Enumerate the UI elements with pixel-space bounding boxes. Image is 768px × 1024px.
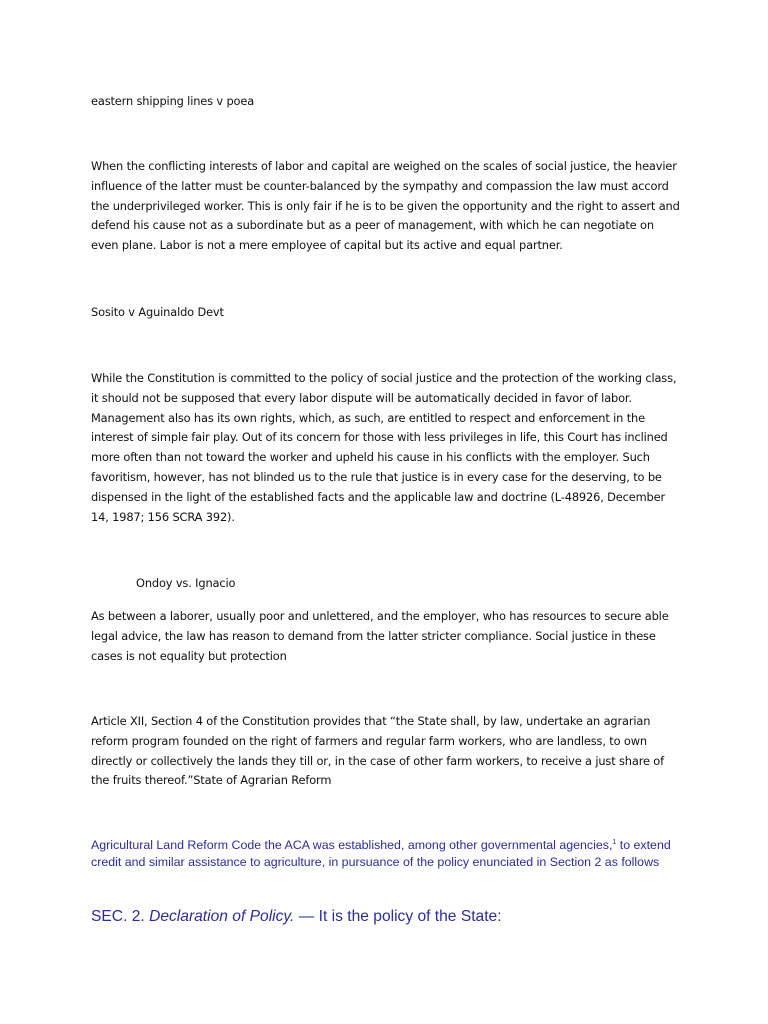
aca-text-before: Agricultural Land Reform Code the ACA was established, among other governmental agencies,: [91, 838, 613, 852]
case-body-ondoy: As between a laborer, usually poor and unlettered, and the employer, who has resources to secure able legal advice, the law has reason to demand from the latter stricter compliance. Social justice in these cases is not equality but protection: [91, 609, 669, 663]
footnote-marker: 1: [612, 838, 617, 846]
agrarian-reform-paragraph: Article XII, Section 4 of the Constitution provides that “the State shall, by law, undertake an agrarian reform program founded on the right of farmers and regular farm workers, who are landless, to own directly or collectively the lands they till or, in the case of other farm workers, to receive a just share of the fruits thereof.”State of Agrarian Reform: [91, 714, 664, 788]
aca-paragraph: [91, 837, 691, 872]
section-suffix: — It is the policy of the State:: [294, 908, 502, 925]
section-title: Declaration of Policy.: [149, 908, 295, 925]
case-body-sosito: While the Constitution is committed to the policy of social justice and the protection of the working class, it should not be supposed that every labor dispute will be automatically decided in favor of labor. Management also has its own rights, which, as such, are entitled to respect and enforcement in the interest of simple fair play. Out of its concern for those with less privileges in life, this Court has inclined more often than not toward the worker and upheld his cause in his conflicts with the employer. Such favoritism, however, has not blinded us to the rule that justice is in every case for the deserving, to be dispensed in the light of the established facts and the applicable law and doctrine (L-48926, December 14, 1987; 156 SCRA 392).: [91, 371, 677, 524]
aca-text-after: to extend credit and similar assistance to agriculture, in pursuance of the policy enunciated in Section 2 as follows: [91, 838, 671, 870]
case-title-eastern-shipping: eastern shipping lines v poea: [91, 94, 255, 108]
case-body-eastern-shipping: When the conflicting interests of labor and capital are weighed on the scales of social justice, the heavier influence of the latter must be counter-balanced by the sympathy and compassion the law must accord the underprivileged worker. This is only fair if he is to be given the opportunity and the right to assert and defend his cause not as a subordinate but as a peer of management, with which he can negotiate on even plane. Labor is not a mere employee of capital but its active and equal partner.: [91, 159, 680, 253]
case-title-ondoy: Ondoy vs. Ignacio: [136, 576, 236, 590]
section-prefix: SEC. 2.: [91, 908, 150, 925]
case-title-sosito: Sosito v Aguinaldo Devt: [91, 305, 224, 319]
section-2-heading: [91, 907, 502, 927]
